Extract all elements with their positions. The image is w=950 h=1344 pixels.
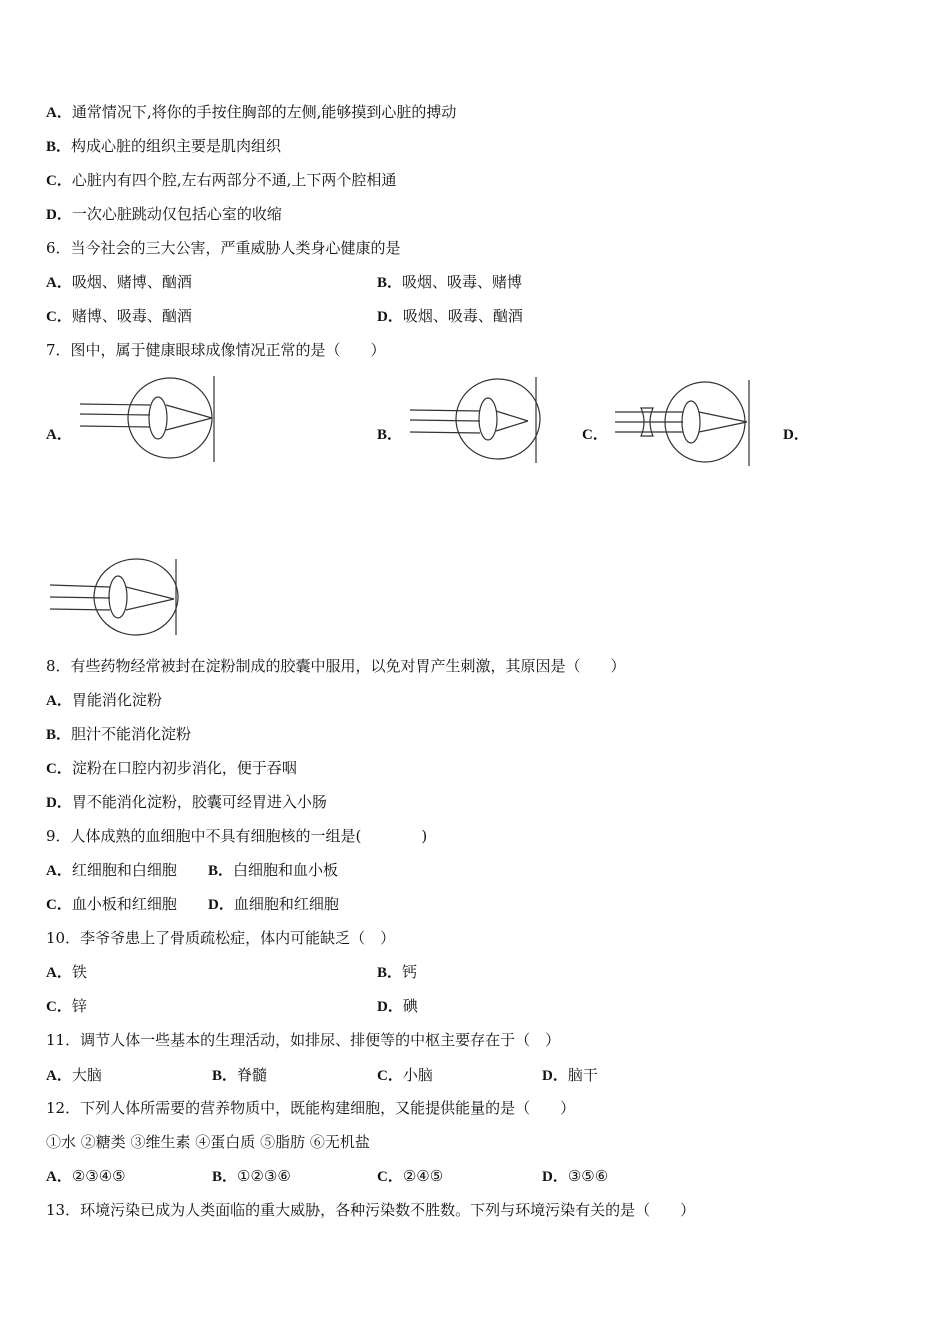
q7-stem: 7．图中，属于健康眼球成像情况正常的是（ ） xyxy=(46,341,386,359)
q12-stem: 12．下列人体所需要的营养物质中，既能构建细胞，又能提供能量的是（ ） xyxy=(46,1099,576,1117)
q6-stem: 6．当今社会的三大公害，严重威胁人类身心健康的是 xyxy=(46,239,401,257)
q6-option-a: A．吸烟、赌博、酗酒 xyxy=(46,273,192,291)
q9-option-d: D．血细胞和红细胞 xyxy=(208,895,339,913)
q5-option-d: D．一次心脏跳动仅包括心室的收缩 xyxy=(46,205,282,223)
q9-option-a: A．红细胞和白细胞 xyxy=(46,861,177,879)
q8-option-a: A．胃能消化淀粉 xyxy=(46,691,162,709)
q12-option-d: D．③⑤⑥ xyxy=(542,1167,609,1185)
q6-option-c: C．赌博、吸毒、酗酒 xyxy=(46,307,192,325)
eye-diagram-a xyxy=(78,374,218,464)
q8-option-c: C．淀粉在口腔内初步消化，便于吞咽 xyxy=(46,759,297,777)
q11-stem: 11．调节人体一些基本的生理活动，如排尿、排便等的中枢主要存在于（ ） xyxy=(46,1031,561,1049)
q10-option-b: B．钙 xyxy=(377,963,418,981)
q11-option-a: A．大脑 xyxy=(46,1066,102,1084)
q9-stem: 9．人体成熟的血细胞中不具有细胞核的一组是( ) xyxy=(46,827,428,845)
q12-items: ①水 ②糖类 ③维生素 ④蛋白质 ⑤脂肪 ⑥无机盐 xyxy=(46,1133,370,1151)
q11-option-c: C．小脑 xyxy=(377,1066,433,1084)
eye-diagram-b xyxy=(408,375,548,465)
q11-option-b: B．脊髓 xyxy=(212,1066,268,1084)
q6-option-b: B．吸烟、吸毒、赌博 xyxy=(377,273,523,291)
q7-label-b: B． xyxy=(377,427,403,443)
q9-option-c: C．血小板和红细胞 xyxy=(46,895,177,913)
q10-stem: 10．李爷爷患上了骨质疏松症，体内可能缺乏（ ） xyxy=(46,929,396,947)
q12-option-c: C．②④⑤ xyxy=(377,1167,444,1185)
q7-label-a: A． xyxy=(46,427,72,443)
eye-diagram-c xyxy=(613,378,753,468)
q6-option-d: D．吸烟、吸毒、酗酒 xyxy=(377,307,523,325)
q7-label-c: C． xyxy=(582,427,608,443)
eye-diagram-d xyxy=(48,557,188,637)
q8-option-d: D．胃不能消化淀粉，胶囊可经胃进入小肠 xyxy=(46,793,327,811)
q10-option-c: C．锌 xyxy=(46,997,87,1015)
q10-option-d: D．碘 xyxy=(377,997,418,1015)
q5-option-a: A．通常情况下,将你的手按住胸部的左侧,能够摸到心脏的搏动 xyxy=(46,103,457,121)
q7-label-d: D． xyxy=(783,427,809,443)
q8-option-b: B．胆汁不能消化淀粉 xyxy=(46,725,192,743)
q5-option-c: C．心脏内有四个腔,左右两部分不通,上下两个腔相通 xyxy=(46,171,397,189)
q13-stem: 13．环境污染已成为人类面临的重大威胁，各种污染数不胜数。下列与环境污染有关的是（ ） xyxy=(46,1201,696,1219)
q10-option-a: A．铁 xyxy=(46,963,87,981)
q8-stem: 8．有些药物经常被封在淀粉制成的胶囊中服用，以免对胃产生刺激，其原因是（ ） xyxy=(46,657,626,675)
q12-option-b: B．①②③⑥ xyxy=(212,1167,291,1185)
q11-option-d: D．脑干 xyxy=(542,1066,598,1084)
q9-option-b: B．白细胞和血小板 xyxy=(208,861,339,879)
q12-option-a: A．②③④⑤ xyxy=(46,1167,126,1185)
q5-option-b: B．构成心脏的组织主要是肌肉组织 xyxy=(46,137,282,155)
